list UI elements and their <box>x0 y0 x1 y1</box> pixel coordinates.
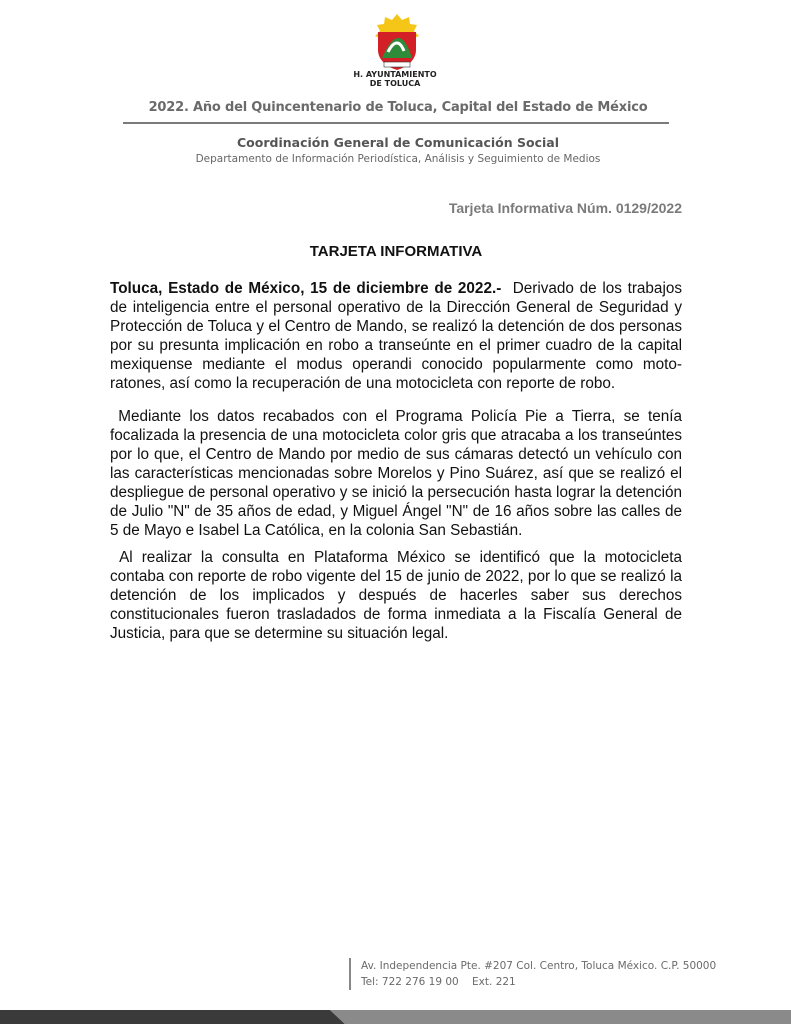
paragraph-2-text: Mediante los datos recabados con el Programa Policía Pie a Tierra, se tenía focalizada la presencia de una motocicleta color gris que atracaba a los transeúntes por lo que, el Centro de Mando por medio de sus cámaras detectó un vehículo con las características mencionadas sobre Morelos y Pino Suárez, así que se realizó el despliegue de personal operativo y se inició la persecución hasta lograr la detención de Julio "N" de 35 años de edad, y Miguel Ángel "N" de 16 años sobre las calles de 5 de Mayo e Isabel La Católica, en la colonia San Sebastián. <box>110 408 683 539</box>
card-number: Tarjeta Informativa Núm. 0129/2022 <box>448 200 682 216</box>
header-divider <box>123 122 669 124</box>
paragraph-1-lead: Toluca, Estado de México, 15 de diciembre de 2022.- <box>110 280 502 297</box>
paragraph-3 <box>110 548 682 643</box>
org-name-line1: H. AYUNTAMIENTO <box>353 70 437 79</box>
paragraph-2 <box>110 407 682 540</box>
paragraph-3-text: Al realizar la consulta en Plataforma México se identificó que la motocicleta contaba con reporte de robo vigente del 15 de junio de 2022, por lo que se realizó la detención de los implicados y después de hacerles saber sus derechos constitucionales fueron trasladados de forma inmediata a la Fiscalía General de Justicia, para que se determine su situación legal. <box>110 549 683 642</box>
paragraph-1-body: Derivado de los trabajos de inteligencia entre el personal operativo de la Dirección General de Seguridad y Protección de Toluca y el Centro de Mando, se realizó la detención de dos personas por su presunta implicación en robo a transeúnte en el primer cuadro de la capital mexiquense mediante el modus operandi conocido popularmente como moto-ratones, así como la recuperación de una motocicleta con reporte de robo. <box>110 280 682 392</box>
footer-divider <box>349 958 351 990</box>
paragraph-1 <box>110 279 682 393</box>
year-slogan: 2022. Año del Quincentenario de Toluca, Capital del Estado de México <box>148 100 648 115</box>
footer-address: Av. Independencia Pte. #207 Col. Centro, Toluca México. C.P. 50000 <box>361 960 717 972</box>
toluca-coat-of-arms-logo <box>366 12 428 74</box>
document-title: TARJETA INFORMATIVA <box>309 243 483 260</box>
department-title: Departamento de Información Periodística, Análisis y Seguimiento de Medios <box>195 153 601 165</box>
org-name-line2: DE TOLUCA <box>369 79 421 88</box>
coordination-title: Coordinación General de Comunicación Social <box>237 135 559 150</box>
org-name <box>330 70 460 88</box>
footer-band <box>0 1010 791 1024</box>
footer-phone: Tel: 722 276 19 00 Ext. 221 <box>361 976 516 988</box>
